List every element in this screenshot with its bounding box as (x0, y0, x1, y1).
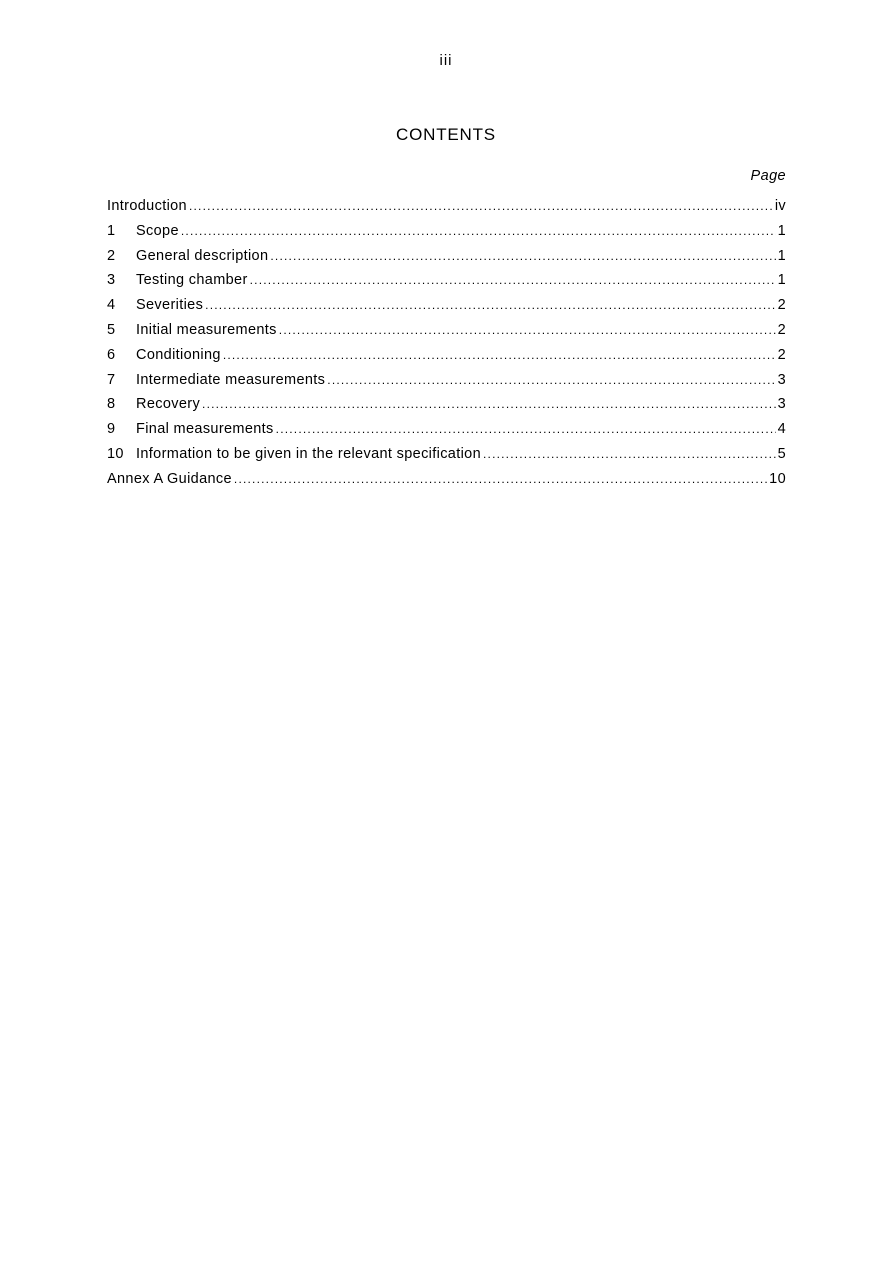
toc-entry-general-description[interactable] (107, 248, 786, 273)
toc-entry-page: 10 (769, 470, 786, 487)
toc-entry-intermediate-measurements[interactable] (107, 372, 786, 397)
toc-entry-title: Annex A Guidance (107, 470, 232, 487)
toc-entry-page: 3 (777, 371, 786, 388)
contents-heading: CONTENTS (396, 125, 496, 144)
toc-entry-title: Scope (136, 222, 179, 239)
page-number: iii (439, 52, 453, 69)
dot-leader (250, 273, 776, 287)
toc-entry-introduction[interactable] (107, 198, 786, 223)
toc-entry-number: 6 (107, 346, 116, 363)
toc-entry-title: Initial measurements (136, 321, 277, 338)
toc-entry-page: 5 (777, 445, 786, 462)
toc-entry-scope[interactable] (107, 223, 786, 248)
toc-entry-number: 3 (107, 272, 116, 289)
toc-entry-title: Information to be given in the relevant specification (136, 445, 481, 462)
toc-entry-recovery[interactable] (107, 396, 786, 421)
toc-entry-annex-a-guidance[interactable] (107, 471, 786, 496)
dot-leader (202, 397, 776, 411)
toc-entry-page: 2 (777, 297, 786, 314)
dot-leader (181, 224, 776, 238)
toc-entry-page: 3 (777, 396, 786, 413)
dot-leader (270, 249, 775, 263)
toc-entry-number: 2 (107, 247, 116, 264)
dot-leader (483, 447, 776, 461)
toc-entry-title: Conditioning (136, 346, 221, 363)
toc-entry-testing-chamber[interactable] (107, 272, 786, 297)
toc-entry-number: 8 (107, 396, 116, 413)
toc-entry-number: 1 (107, 222, 116, 239)
toc-entry-conditioning[interactable] (107, 347, 786, 372)
dot-leader (327, 373, 775, 387)
toc-entry-page: iv (774, 198, 786, 214)
toc-entry-page: 4 (777, 421, 786, 438)
toc-entry-page: 1 (777, 247, 786, 264)
toc-entry-final-measurements[interactable] (107, 421, 786, 446)
toc-entry-initial-measurements[interactable] (107, 322, 786, 347)
toc-entry-title: Introduction (107, 198, 187, 214)
dot-leader (279, 323, 776, 337)
toc-entry-number: 5 (107, 321, 116, 338)
toc-entry-page: 1 (777, 272, 786, 289)
dot-leader (189, 199, 773, 213)
dot-leader (234, 472, 767, 486)
toc-entry-number: 9 (107, 421, 116, 438)
toc-entry-title: Recovery (136, 396, 201, 413)
toc-entry-number: 4 (107, 297, 116, 314)
toc-entry-page: 1 (777, 222, 786, 239)
toc-entry-title: General description (136, 247, 269, 264)
toc-entry-severities[interactable] (107, 297, 786, 322)
toc-entry-number: 7 (107, 371, 116, 388)
page-column-label: Page (750, 168, 786, 184)
toc-entry-title: Intermediate measurements (136, 371, 326, 388)
toc-entry-page: 2 (777, 346, 786, 363)
table-of-contents (107, 198, 786, 496)
dot-leader (205, 298, 775, 312)
toc-entry-information-relevant-specification[interactable] (107, 446, 786, 471)
toc-entry-number: 10 (107, 445, 124, 462)
toc-entry-title: Final measurements (136, 421, 274, 438)
toc-entry-page: 2 (777, 321, 786, 338)
dot-leader (223, 348, 776, 362)
dot-leader (276, 422, 776, 436)
toc-entry-title: Severities (136, 297, 204, 314)
toc-entry-title: Testing chamber (136, 272, 248, 289)
